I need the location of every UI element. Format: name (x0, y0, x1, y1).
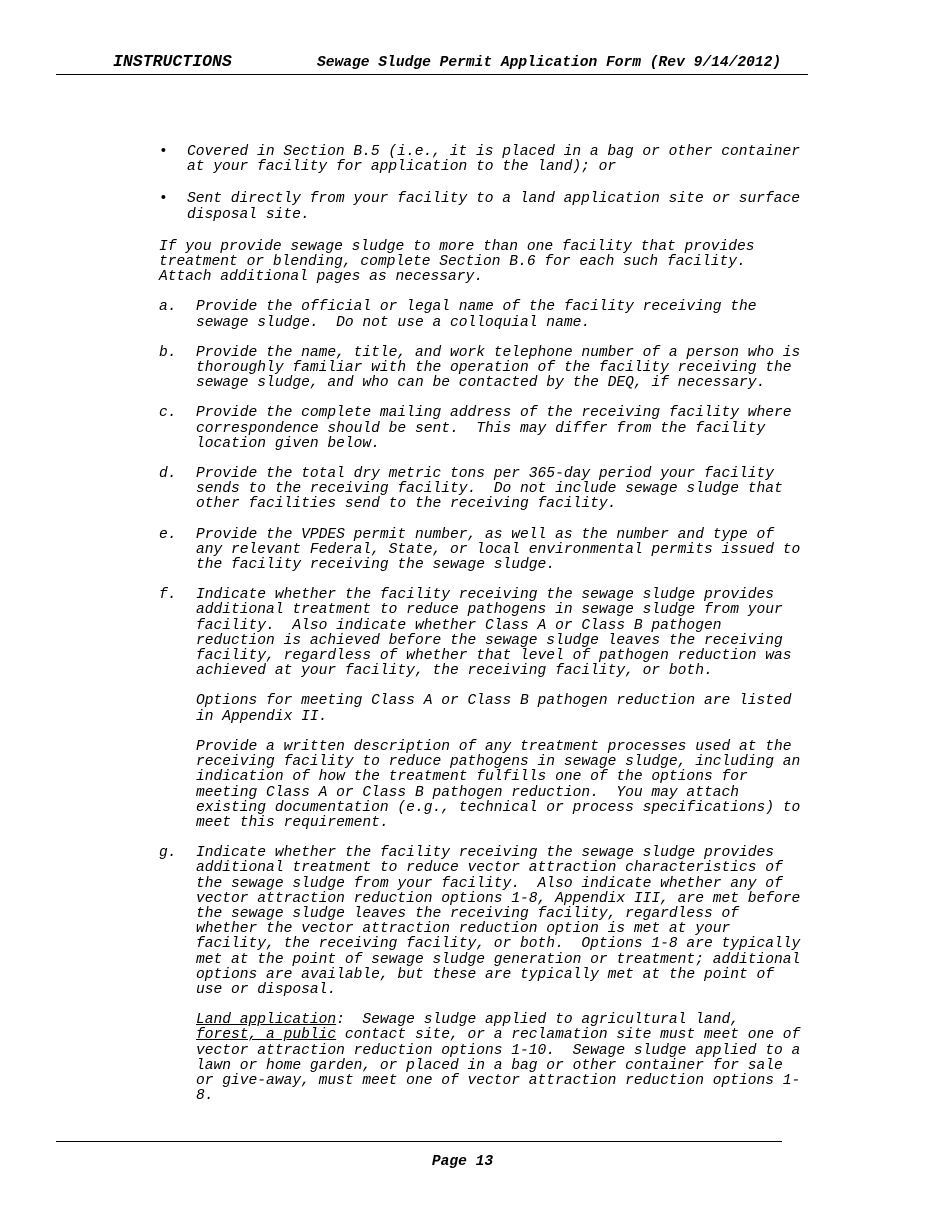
bullet-item (159, 145, 859, 175)
instruction-item-f (159, 588, 859, 831)
land-application-heading: Land application (196, 1012, 337, 1029)
item-line: options are available, but these are typically met at the point of (196, 966, 775, 983)
header-section-label: INSTRUCTIONS (113, 52, 232, 71)
item-line (196, 1013, 859, 1028)
item-line: sewage sludge, and who can be contacted by the DEQ, if necessary. (196, 375, 766, 392)
item-line: thoroughly familiar with the operation of the facility receiving the (196, 360, 792, 377)
item-line (196, 1028, 859, 1043)
item-line: Provide the name, title, and work telephone number of a person who is (196, 344, 801, 361)
item-text: : Sewage sludge applied to agricultural land, (336, 1012, 739, 1029)
item-line: Provide the VPDES permit number, as well as the number and type of (196, 526, 775, 543)
item-line: sewage sludge. Do not use a colloquial name. (196, 314, 591, 331)
item-line: vector attraction reduction options 1-8, Appendix III, are met before (196, 890, 801, 907)
intro-line: If you provide sewage sludge to more than one facility that provides (159, 238, 755, 255)
item-line: Provide the official or legal name of the facility receiving the (196, 299, 757, 316)
instruction-item-a (159, 300, 859, 330)
intro-line: Attach additional pages as necessary. (159, 269, 484, 286)
item-line: facility, the receiving facility, or both. Options 1-8 are typically (196, 936, 801, 953)
item-label: b. (159, 344, 177, 361)
item-line: other facilities send to the receiving facility. (196, 496, 617, 513)
item-line: sends to the receiving facility. Do not include sewage sludge that (196, 481, 783, 498)
item-label: f. (159, 587, 177, 604)
item-f-paragraph-2 (196, 694, 859, 724)
item-line: the sewage sludge from your facility. Also indicate whether any of (196, 875, 783, 892)
item-line: facility. Also indicate whether Class A or Class B pathogen (196, 617, 722, 634)
instruction-item-g (159, 846, 859, 1104)
item-f-paragraph-1 (196, 588, 859, 679)
item-line: or give-away, must meet one of vector attraction reduction options 1- (196, 1072, 801, 1089)
instructions-body (159, 145, 859, 1119)
item-g-paragraph-1 (196, 846, 859, 998)
item-line: receiving facility to reduce pathogens in sewage sludge, including an (196, 754, 801, 771)
bullet-item (159, 192, 859, 222)
item-line: any relevant Federal, State, or local environmental permits issued to (196, 541, 801, 558)
item-line: whether the vector attraction reduction option is met at your (196, 921, 731, 938)
item-line: lawn or home garden, or placed in a bag or other container for sale (196, 1057, 783, 1074)
item-line: additional treatment to reduce pathogens in sewage sludge from your (196, 602, 783, 619)
item-line: met at the point of sewage sludge generation or treatment; additional (196, 951, 801, 968)
item-line: existing documentation (e.g., technical or process specifications) to (196, 799, 801, 816)
item-line: Indicate whether the facility receiving the sewage sludge provides (196, 587, 775, 604)
intro-paragraph (159, 240, 859, 286)
instruction-item-d (159, 467, 859, 513)
item-line: reduction is achieved before the sewage sludge leaves the receiving (196, 632, 783, 649)
instruction-item-e (159, 528, 859, 574)
instruction-item-b (159, 346, 859, 392)
item-line: the sewage sludge leaves the receiving facility, regardless of (196, 905, 739, 922)
item-line: Options for meeting Class A or Class B pathogen reduction are listed (196, 693, 792, 710)
page-header (0, 54, 950, 74)
item-line: in Appendix II. (196, 708, 328, 725)
item-label: c. (159, 405, 177, 422)
intro-line: treatment or blending, complete Section B.6 for each such facility. (159, 254, 746, 271)
item-line: achieved at your facility, the receiving facility, or both. (196, 663, 713, 680)
bullet-icon: • (159, 191, 168, 208)
item-line: vector attraction reduction options 1-10. Sewage sludge applied to a (196, 1042, 801, 1059)
item-label: g. (159, 845, 177, 862)
item-line: facility, regardless of whether that level of pathogen reduction was (196, 648, 792, 665)
instruction-item-c (159, 406, 859, 452)
item-line: additional treatment to reduce vector attraction characteristics of (196, 860, 783, 877)
header-divider (56, 74, 808, 75)
bullet-line: Sent directly from your facility to a land application site or surface (187, 191, 801, 208)
item-line: location given below. (196, 435, 380, 452)
item-label: e. (159, 526, 177, 543)
header-form-title: Sewage Sludge Permit Application Form (Rev 9/14/2012) (317, 55, 782, 71)
item-f-paragraph-3 (196, 740, 859, 831)
item-text: contact site, or a reclamation site must meet one of (336, 1027, 801, 1044)
bullet-line: Covered in Section B.5 (i.e., it is placed in a bag or other container (187, 144, 801, 160)
item-line: indication of how the treatment fulfills one of the options for (196, 769, 748, 786)
item-line: correspondence should be sent. This may differ from the facility (196, 420, 766, 437)
item-line: 8. (196, 1088, 214, 1105)
bullet-line: disposal site. (187, 206, 310, 223)
item-label: a. (159, 299, 177, 316)
item-line: the facility receiving the sewage sludge. (196, 557, 556, 574)
item-g-paragraph-2 (196, 1013, 859, 1104)
item-line: Provide the complete mailing address of the receiving facility where (196, 405, 792, 422)
bullet-icon: • (159, 144, 168, 160)
item-line: meet this requirement. (196, 814, 389, 831)
item-label: d. (159, 466, 177, 483)
item-line: Provide the total dry metric tons per 365-day period your facility (196, 466, 775, 483)
item-line: Indicate whether the facility receiving the sewage sludge provides (196, 845, 775, 862)
item-line: meeting Class A or Class B pathogen reduction. You may attach (196, 784, 739, 801)
footer-divider (56, 1141, 782, 1142)
item-line: Provide a written description of any treatment processes used at the (196, 738, 792, 755)
page-number: Page 13 (431, 1154, 494, 1170)
bullet-line: at your facility for application to the land); or (187, 159, 617, 176)
item-text-underlined: forest, a public (196, 1027, 337, 1044)
item-line: use or disposal. (196, 981, 337, 998)
